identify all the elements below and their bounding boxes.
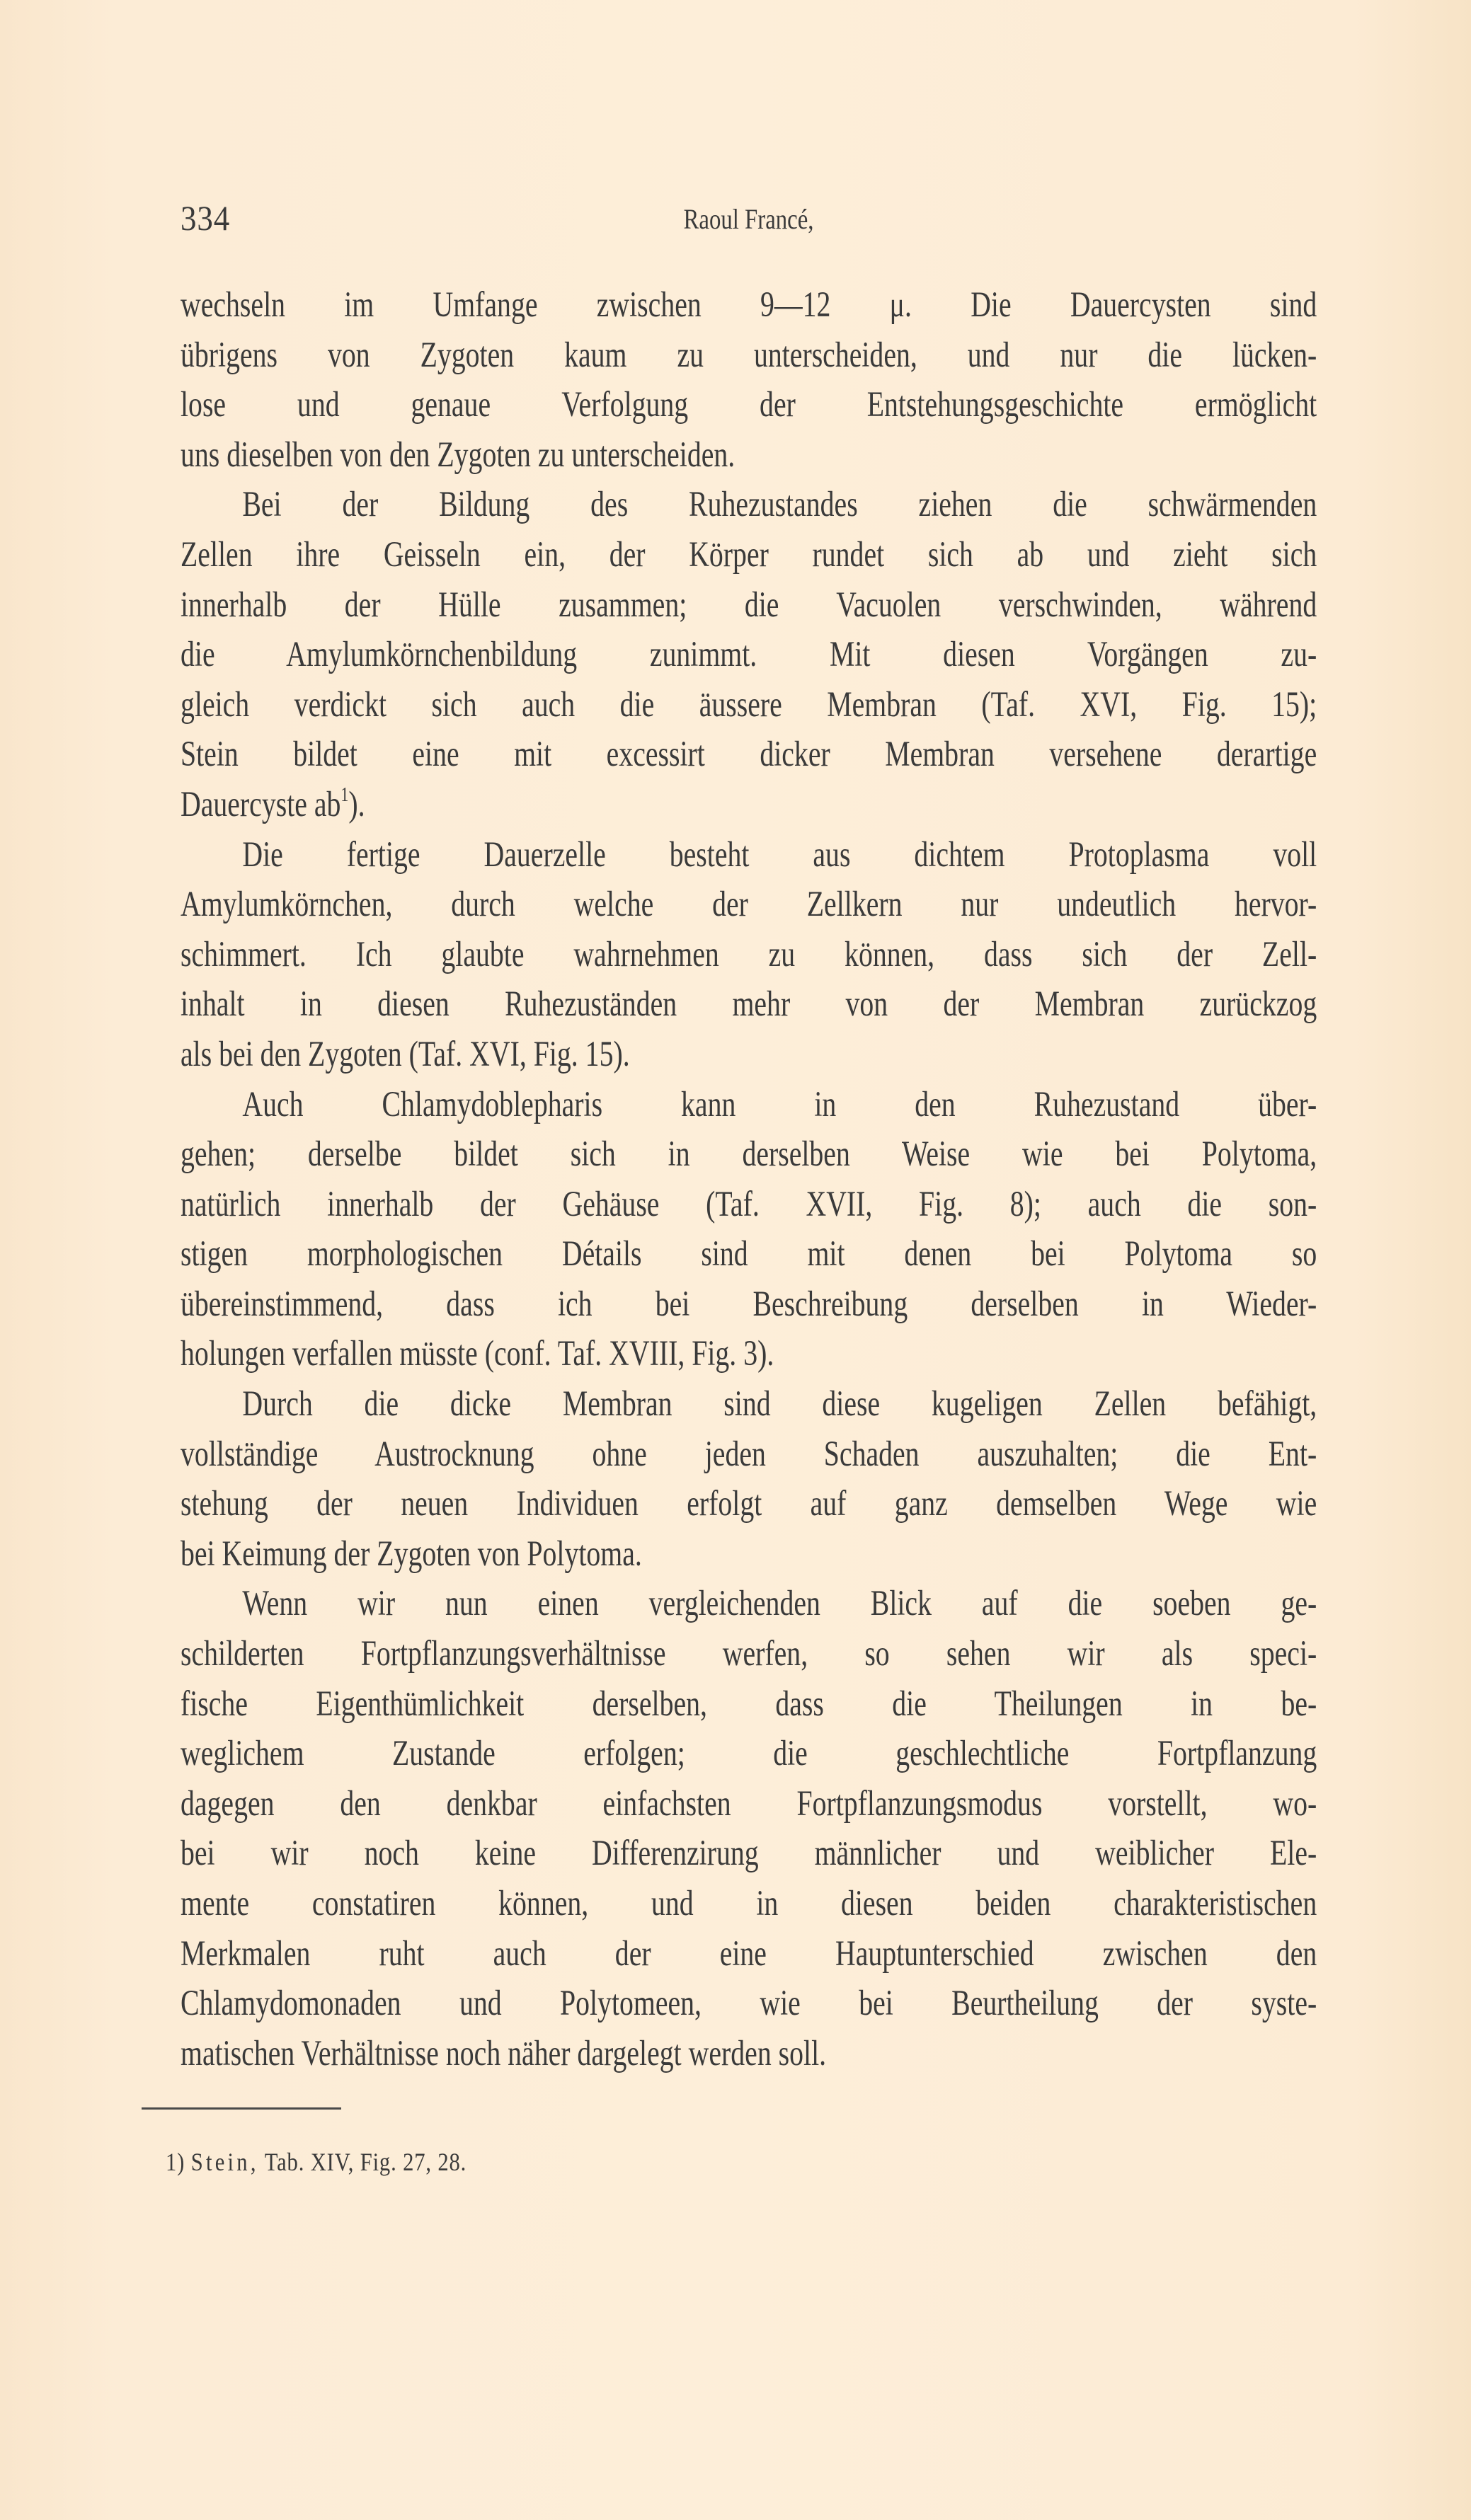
text-line: vollständige Austrocknung ohne jeden Schaden auszuhalten; die Ent- xyxy=(181,1434,1317,1474)
page-number: 334 xyxy=(181,198,231,238)
text-line: Wenn wir nun einen vergleichenden Blick auf die soeben ge- xyxy=(242,1584,1317,1624)
text-line: matischen Verhältnisse noch näher dargelegt werden soll. xyxy=(181,2033,827,2073)
text-line: bei Keimung der Zygoten von Polytoma. xyxy=(181,1534,642,1574)
text-line: gehen; derselbe bildet sich in derselben Weise wie bei Polytoma, xyxy=(181,1134,1317,1175)
paragraph xyxy=(181,1579,1317,2078)
page-header xyxy=(181,197,1317,239)
text-line: bei wir noch keine Differenzirung männlicher und weiblicher Ele- xyxy=(181,1834,1317,1874)
text-line: uns dieselben von den Zygoten zu unterscheiden. xyxy=(181,435,736,475)
text-line: schilderten Fortpflanzungsverhältnisse werfen, so sehen wir als speci- xyxy=(181,1634,1317,1674)
text-line: natürlich innerhalb der Gehäuse (Taf. XVII, Fig. 8); auch die son- xyxy=(181,1184,1317,1224)
text-line: Amylumkörnchen, durch welche der Zellkern nur undeutlich hervor- xyxy=(181,885,1317,925)
text-line: Stein bildet eine mit excessirt dicker Membran versehene derartige xyxy=(181,735,1317,775)
text-line: wechseln im Umfange zwischen 9—12 μ. Die Dauercysten sind xyxy=(181,285,1317,325)
text-line: übereinstimmend, dass ich bei Beschreibung derselben in Wieder- xyxy=(181,1284,1317,1324)
text-line: Merkmalen ruht auch der eine Hauptunterschied zwischen den xyxy=(181,1933,1317,1974)
paragraph xyxy=(181,830,1317,1080)
text-line: fische Eigenthümlichkeit derselben, dass die Theilungen in be- xyxy=(181,1684,1317,1724)
paragraph xyxy=(181,280,1317,480)
text-line: schimmert. Ich glaubte wahrnehmen zu können, dass sich der Zell- xyxy=(181,934,1317,974)
text-line: Die fertige Dauerzelle besteht aus dichtem Protoplasma voll xyxy=(242,834,1317,875)
text-line: dagegen den denkbar einfachsten Fortpflanzungsmodus vorstellt, wo- xyxy=(181,1783,1317,1824)
footnote-divider xyxy=(142,2107,341,2110)
text-line: Bei der Bildung des Ruhezustandes ziehen die schwärmenden xyxy=(242,485,1317,525)
text-line xyxy=(181,780,1317,830)
running-head: Raoul Francé, xyxy=(683,203,814,235)
paragraph xyxy=(181,480,1317,829)
footnote-marker: 1) xyxy=(166,2148,185,2176)
text-line: als bei den Zygoten (Taf. XVI, Fig. 15). xyxy=(181,1034,630,1074)
text-line: mente constatiren können, und in diesen beiden charakteristischen xyxy=(181,1884,1317,1923)
footnote-author: Stein, xyxy=(190,2148,259,2176)
text-line: stehung der neuen Individuen erfolgt auf ganz demselben Wege wie xyxy=(181,1484,1317,1524)
footnote-reference[interactable]: 1 xyxy=(340,783,349,806)
text-line: inhalt in diesen Ruhezuständen mehr von der Membran zurückzog xyxy=(181,984,1317,1025)
text-line: Durch die dicke Membran sind diese kugeligen Zellen befähigt, xyxy=(242,1384,1317,1425)
text-line-content: Dauercyste ab xyxy=(181,784,341,824)
footnote-text: Tab. XIV, Fig. 27, 28. xyxy=(264,2148,467,2176)
text-line-tail: ). xyxy=(348,784,365,824)
text-line: Chlamydomonaden und Polytomeen, wie bei Beurtheilung der syste- xyxy=(181,1984,1317,2024)
text-line: gleich verdickt sich auch die äussere Membran (Taf. XVI, Fig. 15); xyxy=(181,684,1317,725)
text-line: Zellen ihre Geisseln ein, der Körper rundet sich ab und zieht sich xyxy=(181,534,1317,575)
text-line: stigen morphologischen Détails sind mit denen bei Polytoma so xyxy=(181,1234,1317,1275)
text-line: holungen verfallen müsste (conf. Taf. XVIII, Fig. 3). xyxy=(181,1334,774,1374)
paragraph xyxy=(181,1379,1317,1579)
text-line: weglichem Zustande erfolgen; die geschlechtliche Fortpflanzung xyxy=(181,1734,1317,1774)
text-line: übrigens von Zygoten kaum zu unterscheiden, und nur die lücken- xyxy=(181,335,1317,375)
text-line: lose und genaue Verfolgung der Entstehungsgeschichte ermöglicht xyxy=(181,385,1317,425)
text-line: die Amylumkörnchenbildung zunimmt. Mit diesen Vorgängen zu- xyxy=(181,635,1317,675)
body-text xyxy=(181,280,1317,2078)
footnote xyxy=(166,2144,467,2180)
text-line: innerhalb der Hülle zusammen; die Vacuolen verschwinden, während xyxy=(181,585,1317,625)
paragraph xyxy=(181,1080,1317,1380)
text-line: Auch Chlamydoblepharis kann in den Ruhezustand über- xyxy=(242,1084,1317,1124)
